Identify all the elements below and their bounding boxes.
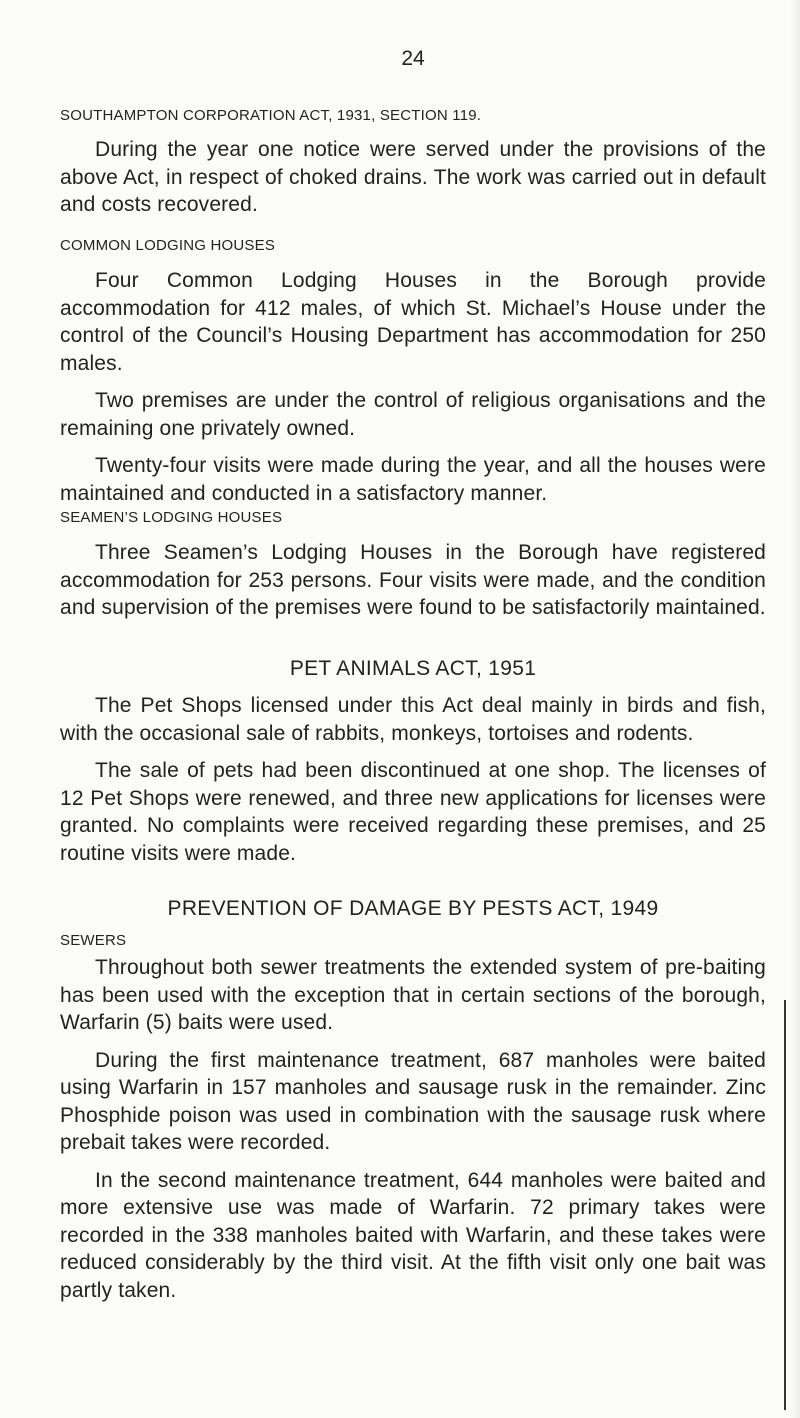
section-heading-southampton: SOUTHAMPTON CORPORATION ACT, 1931, SECTION 119. [60,107,482,124]
subheading-sewers: SEWERS [60,932,127,949]
section-heading-pests: PREVENTION OF DAMAGE BY PESTS ACT, 1949 [167,897,659,920]
paragraph: During the first maintenance treatment, 687 manholes were baited using Warfarin in 157 manholes and sausage rusk in the remainder. Zinc Phosphide poison was used in combination with the sausage rusk where prebait takes were recorded. [60,1048,766,1154]
paragraph: Throughout both sewer treatments the extended system of pre-baiting has been used with the exception that in certain sections of the borough, Warfarin (5) baits were used. [60,956,766,1034]
paragraph: Four Common Lodging Houses in the Borough provide accommodation for 412 males, of which St. Michael’s House under the control of the Council’s Housing Department has accommodation for 250 males. [60,269,766,375]
section-seamens-lodging [60,510,766,622]
paragraph: Two premises are under the control of religious organisations and the remaining one privately owned. [60,389,766,440]
paragraph: In the second maintenance treatment, 644 manholes were baited and more extensive use was made of Warfarin. 72 primary takes were recorded in the 338 manholes baited with Warfarin, and these takes were reduced considerably by the third visit. At the fifth visit only one bait was partly taken. [60,1168,766,1302]
scan-edge-line [784,1000,786,1410]
section-heading-pet-animals: PET ANIMALS ACT, 1951 [289,657,537,680]
paragraph: Three Seamen’s Lodging Houses in the Borough have registered accommodation for 253 persons. Four visits were made, and the condition and supervision of the premises were found to be satisfactorily maintained. [60,541,766,619]
section-southampton [60,108,766,219]
section-common-lodging [60,238,766,507]
paragraph: Twenty-four visits were made during the year, and all the houses were maintained and conducted in a satisfactory manner. [60,454,766,505]
page-number: 24 [401,47,425,70]
scan-edge-shadow [790,0,800,1418]
paragraph: The sale of pets had been discontinued at one shop. The licenses of 12 Pet Shops were renewed, and three new applications for licenses were granted. No complaints were received regarding these premises, and 25 routine visits were made. [60,759,766,865]
section-heading-common-lodging: COMMON LODGING HOUSES [60,237,276,254]
paragraph: The Pet Shops licensed under this Act deal mainly in birds and fish, with the occasional sale of rabbits, monkeys, tortoises and rodents. [60,694,766,745]
paragraph: During the year one notice were served under the provisions of the above Act, in respect of choked drains. The work was carried out in default and costs recovered. [60,138,766,216]
section-pests [60,898,766,1304]
section-pet-animals [60,658,766,867]
section-heading-seamens-lodging: SEAMEN’S LODGING HOUSES [60,509,283,526]
